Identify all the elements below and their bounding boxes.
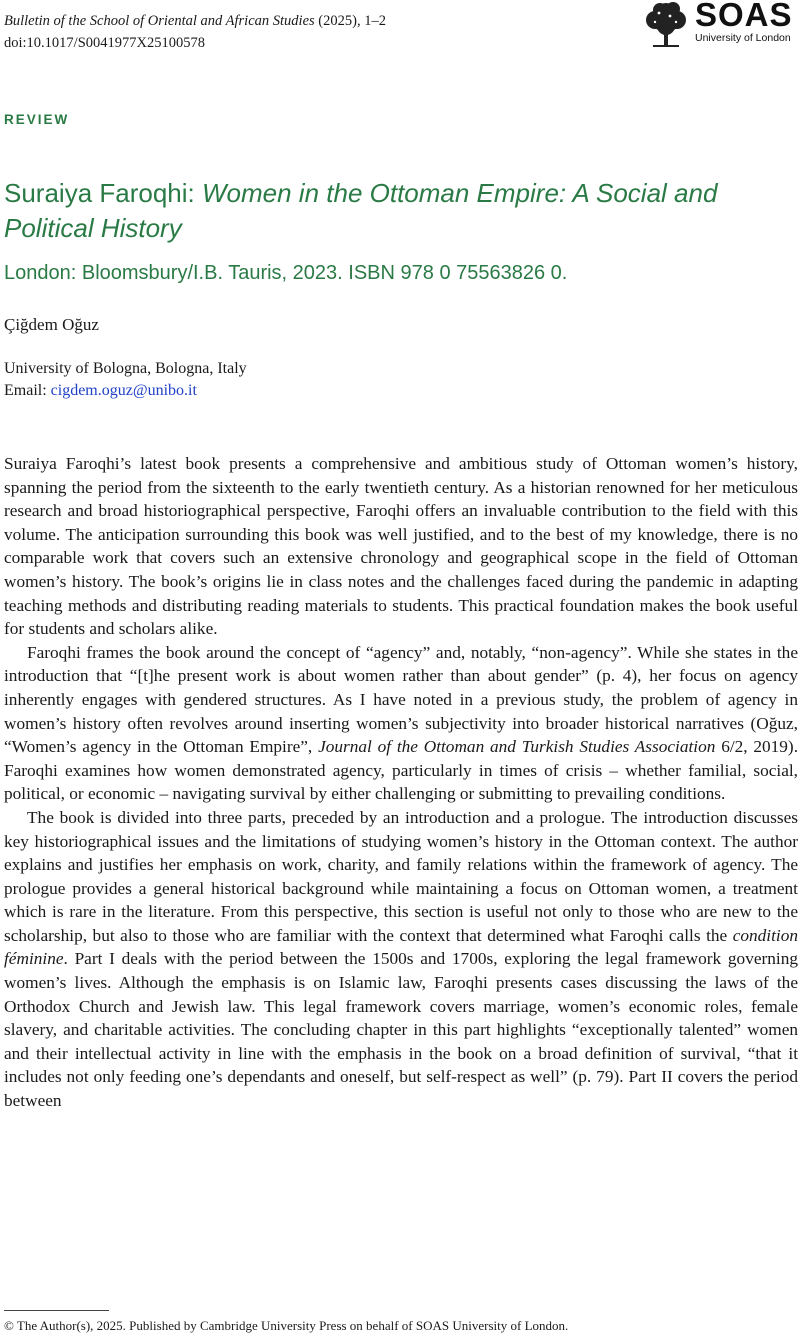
journal-reference: Journal of the Ottoman and Turkish Studies Association bbox=[318, 737, 716, 757]
doi[interactable]: doi:10.1017/S0041977X25100578 bbox=[4, 35, 205, 51]
reviewer-affiliation-block bbox=[4, 358, 247, 402]
journal-issue: (2025), 1–2 bbox=[318, 13, 386, 29]
journal-name: Bulletin of the School of Oriental and African Studies bbox=[4, 13, 315, 29]
condition-term: condition féminine bbox=[4, 925, 798, 969]
review-body bbox=[4, 452, 798, 1113]
reviewer-name: Çiğdem Oğuz bbox=[4, 315, 99, 334]
paragraph-3 bbox=[4, 806, 798, 1113]
email-link[interactable]: cigdem.oguz@unibo.it bbox=[50, 382, 197, 399]
title-author: Suraiya Faroqhi: bbox=[4, 178, 195, 208]
title-book: Women in the Ottoman Empire: A Social and Political History bbox=[4, 178, 718, 243]
journal-citation bbox=[4, 10, 386, 32]
copyright-footer: © The Author(s), 2025. Published by Cambridge University Press on behalf of SOAS University of London. bbox=[4, 1318, 569, 1333]
paragraph-1: Suraiya Faroqhi’s latest book presents a comprehensive and ambitious study of Ottoman women’s history, spanning the period from the sixteenth to the early twentieth century. As a historian renowned for her meticulous research and broad historiographical perspective, Faroqhi offers an invaluable contribution to the field with this volume. The anticipation surrounding this book was well justified, and to the best of my knowledge, there is no comparable work that covers such an extensive chronology and geographical scope in the field of Ottoman women’s history. The book’s origins lie in class notes and the challenges faced during the pandemic in adapting teaching methods and distributing reading materials to students. This practical foundation makes the book useful for students and scholars alike. bbox=[4, 454, 798, 639]
paragraph-2-text-b: 6/2, 2019). Faroqhi examines how women demonstrated agency, particularly in times of crisis – whether familial, social, political, or economic – navigating survival by either challenging or submitting to prevailing conditions. bbox=[4, 737, 799, 804]
logo-wordmark: SOAS bbox=[695, 0, 793, 33]
email-label: Email: bbox=[4, 382, 47, 399]
section-label: REVIEW bbox=[4, 112, 70, 127]
paragraph-3-text-b: . Part I deals with the period between the 1500s and 1700s, exploring the legal framework governing women’s lives. Although the emphasis is on Islamic law, Faroqhi presents cases discussing the laws of the Orthodox Church and Jewish law. This legal framework covers marriage, women’s economic roles, female slavery, and charitable activities. The concluding chapter in this part highlights “exceptionally talented” women and their intellectual activity in line with the emphasis in the book on a broad definition of survival, “that it includes not only feeding one’s dependants and oneself, but self-respect as well” (p. 79). Part II covers the period between bbox=[4, 949, 798, 1111]
article-title bbox=[4, 176, 794, 246]
paragraph-2-text-a: Faroqhi frames the book around the concept of “agency” and, notably, “non-agency”. While she states in the introduction that “[t]he present work is about women rather than about gender” (p. 4), her focus on agency inherently engages with gendered structures. As I have noted in a previous study, the problem of agency in women’s history often revolves around inserting women’s subjectivity into broader historical narratives (Oğuz, “Women’s agency in the Ottoman Empire”, bbox=[4, 642, 798, 757]
tree-logo-icon bbox=[643, 0, 689, 48]
publication-details: London: Bloomsbury/I.B. Tauris, 2023. ISBN 978 0 75563826 0. bbox=[4, 262, 568, 284]
paragraph-3-text-a: The book is divided into three parts, preceded by an introduction and a prologue. The introduction discusses key historiographical issues and the limitations of studying women’s history in the Ottoman context. The author explains and justifies her emphasis on work, charity, and family relations within the framework of agency. The prologue provides a general historical background while maintaining a focus on Ottoman women, a treatment which is rare in the literature. From this perspective, this section is useful not only to those who are new to the scholarship, but also to those who are familiar with the context that determined what Faroqhi calls the bbox=[4, 807, 798, 945]
email-line bbox=[4, 380, 247, 402]
affiliation: University of Bologna, Bologna, Italy bbox=[4, 360, 247, 377]
logo-subtitle: University of London bbox=[695, 32, 791, 44]
footer-divider bbox=[4, 1310, 109, 1311]
paragraph-2 bbox=[4, 641, 798, 806]
soas-logo bbox=[643, 0, 800, 48]
journal-header bbox=[4, 10, 386, 54]
